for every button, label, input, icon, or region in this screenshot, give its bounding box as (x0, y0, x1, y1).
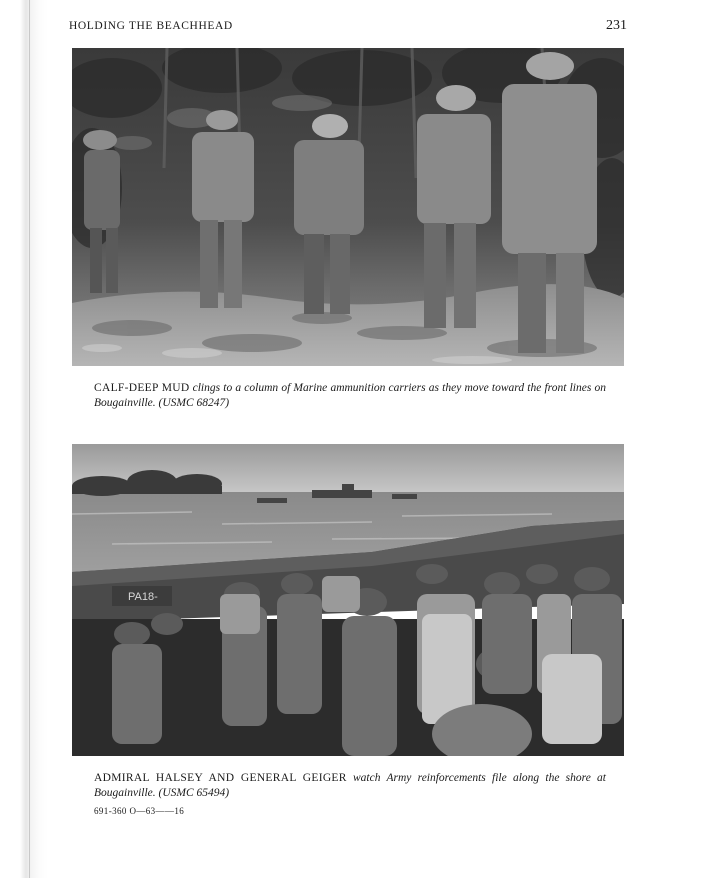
printer-mark: 691-360 O—63——16 (94, 806, 185, 816)
boat-hull-marking: PA18- (128, 591, 158, 603)
page-binding-edge (0, 0, 48, 878)
caption-body: clings to a column of Marine ammunition carriers as they move toward the front lines on Bougainville. (USMC 68247) (94, 382, 606, 409)
figure-caption (94, 771, 606, 800)
figure-caption (94, 381, 606, 410)
caption-lead: CALF-DEEP MUD (94, 382, 190, 394)
page-binding-line (29, 0, 30, 878)
caption-lead: ADMIRAL HALSEY AND GENERAL GEIGER (94, 772, 347, 784)
running-head: HOLDING THE BEACHHEAD (69, 20, 233, 32)
page-number: 231 (606, 18, 627, 33)
photo-beach-reinforcements (72, 444, 624, 756)
caption-body: watch Army reinforcements file along the shore at Bougainville. (USMC 65494) (94, 772, 607, 799)
photo-marines-in-mud (72, 48, 624, 366)
